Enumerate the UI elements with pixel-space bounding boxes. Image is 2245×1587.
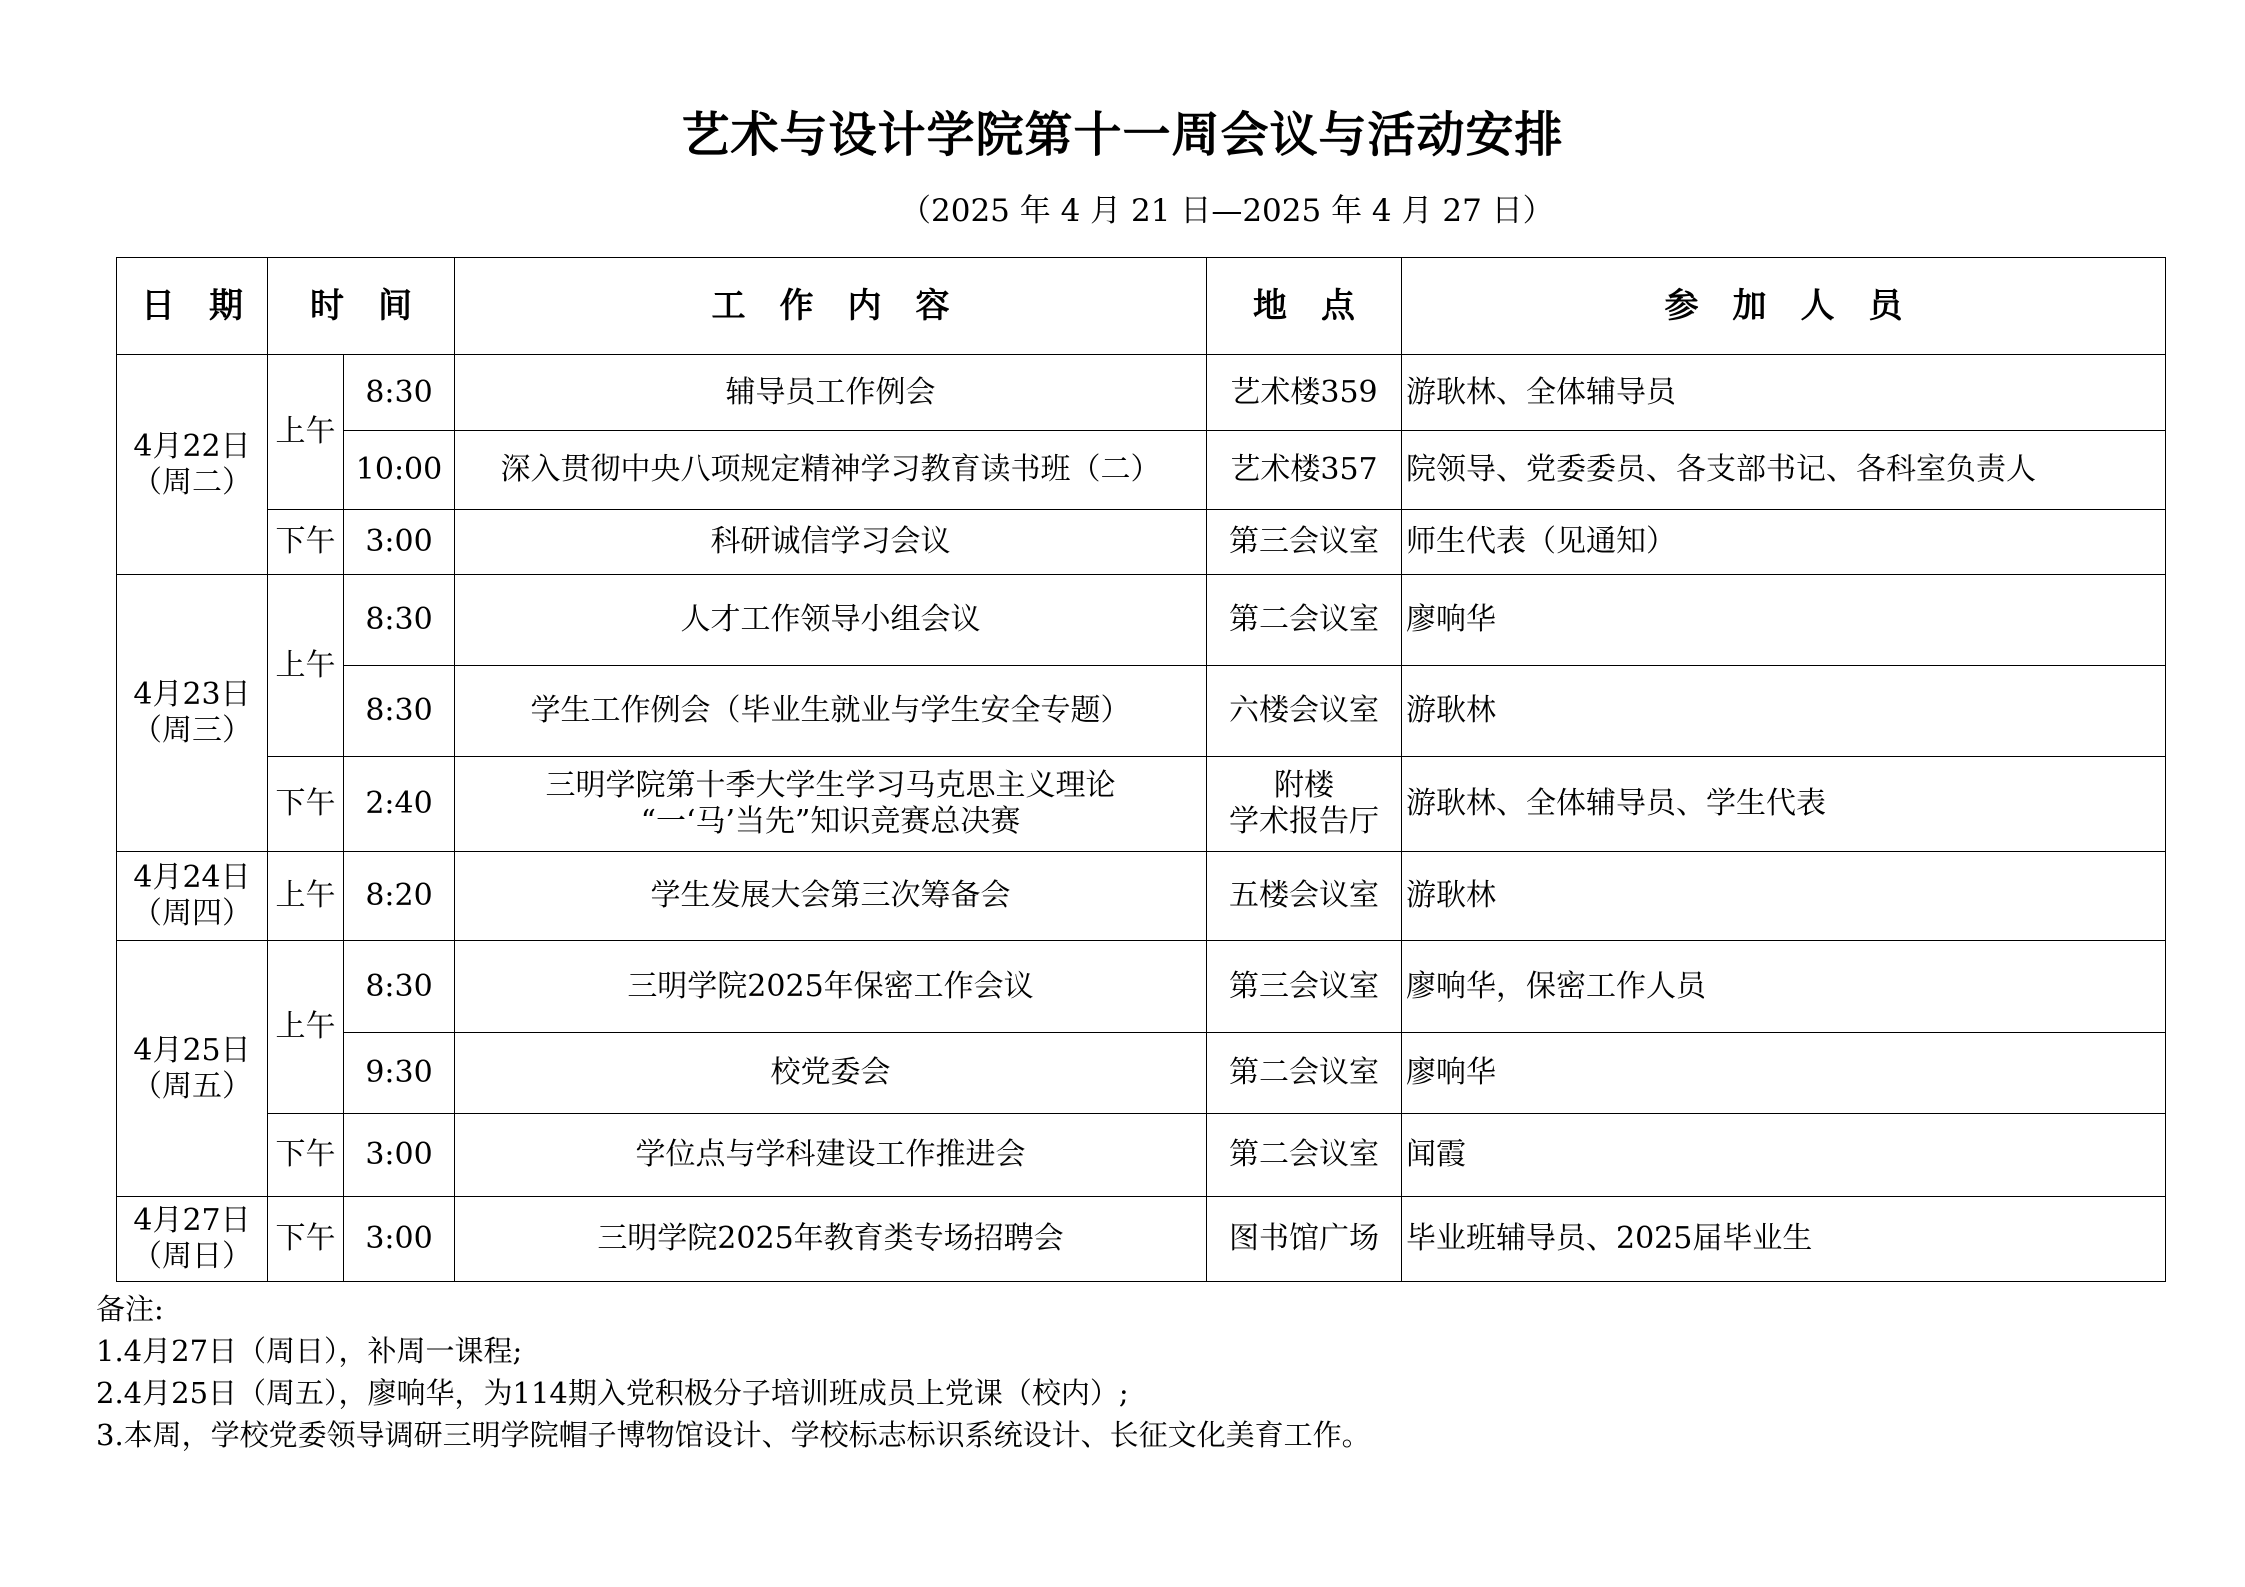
time-cell: 3:00 <box>344 1197 455 1282</box>
content-cell: 三明学院2025年教育类专场招聘会 <box>455 1197 1207 1282</box>
location-cell: 艺术楼359 <box>1207 355 1402 431</box>
content-cell: 辅导员工作例会 <box>455 355 1207 431</box>
date-cell: 4月23日 （周三） <box>117 575 268 852</box>
date-cell: 4月27日 （周日） <box>117 1197 268 1282</box>
header-content: 工 作 内 容 <box>455 258 1207 355</box>
note-item: 3.本周，学校党委领导调研三明学院帽子博物馆设计、学校标志标识系统设计、长征文化美育工作。 <box>96 1418 1371 1452</box>
note-item: 2.4月25日（周五），廖响华，为114期入党积极分子培训班成员上党课（校内）; <box>96 1376 1129 1410</box>
date-cell: 4月24日 （周四） <box>117 852 268 941</box>
table-row <box>117 431 2166 510</box>
time-cell: 8:30 <box>344 355 455 431</box>
location-cell: 第三会议室 <box>1207 510 1402 575</box>
content-cell: 科研诚信学习会议 <box>455 510 1207 575</box>
period-cell: 下午 <box>268 1114 344 1197</box>
content-cell: 三明学院第十季大学生学习马克思主义理论 “一‘马’当先”知识竞赛总决赛 <box>455 757 1207 852</box>
location-cell: 第二会议室 <box>1207 1033 1402 1114</box>
table-row <box>117 355 2166 431</box>
content-cell: 三明学院2025年保密工作会议 <box>455 941 1207 1033</box>
location-cell: 第三会议室 <box>1207 941 1402 1033</box>
table-row <box>117 1033 2166 1114</box>
participants-cell: 游耿林 <box>1402 666 2166 757</box>
participants-cell: 师生代表（见通知） <box>1402 510 2166 575</box>
time-cell: 3:00 <box>344 510 455 575</box>
participants-cell: 廖响华 <box>1402 1033 2166 1114</box>
participants-cell: 游耿林、全体辅导员、学生代表 <box>1402 757 2166 852</box>
location-cell: 第二会议室 <box>1207 575 1402 666</box>
page-title: 艺术与设计学院第十一周会议与活动安排 <box>681 107 1564 163</box>
period-cell: 上午 <box>268 575 344 757</box>
period-cell: 下午 <box>268 757 344 852</box>
table-row <box>117 666 2166 757</box>
content-cell: 学生发展大会第三次筹备会 <box>455 852 1207 941</box>
content-cell: 学生工作例会（毕业生就业与学生安全专题） <box>455 666 1207 757</box>
location-cell: 图书馆广场 <box>1207 1197 1402 1282</box>
time-cell: 8:20 <box>344 852 455 941</box>
note-item: 1.4月27日（周日），补周一课程; <box>96 1334 523 1368</box>
date-cell: 4月25日 （周五） <box>117 941 268 1197</box>
time-cell: 8:30 <box>344 941 455 1033</box>
location-cell: 第二会议室 <box>1207 1114 1402 1197</box>
schedule-table <box>116 257 2166 1282</box>
table-row <box>117 757 2166 852</box>
time-cell: 3:00 <box>344 1114 455 1197</box>
participants-cell: 游耿林、全体辅导员 <box>1402 355 2166 431</box>
header-participants: 参 加 人 员 <box>1402 258 2166 355</box>
location-cell: 附楼 学术报告厅 <box>1207 757 1402 852</box>
time-cell: 10:00 <box>344 431 455 510</box>
location-cell: 五楼会议室 <box>1207 852 1402 941</box>
participants-cell: 游耿林 <box>1402 852 2166 941</box>
content-cell: 深入贯彻中央八项规定精神学习教育读书班（二） <box>455 431 1207 510</box>
location-cell: 六楼会议室 <box>1207 666 1402 757</box>
content-cell: 校党委会 <box>455 1033 1207 1114</box>
location-cell: 艺术楼357 <box>1207 431 1402 510</box>
header-date: 日 期 <box>117 258 268 355</box>
period-cell: 上午 <box>268 852 344 941</box>
notes-section <box>96 1288 1371 1456</box>
table-row <box>117 1114 2166 1197</box>
header-row <box>117 258 2166 355</box>
time-cell: 8:30 <box>344 666 455 757</box>
header-time: 时 间 <box>268 258 455 355</box>
notes-heading: 备注: <box>96 1292 164 1326</box>
table-row <box>117 941 2166 1033</box>
table-row <box>117 852 2166 941</box>
period-cell: 下午 <box>268 1197 344 1282</box>
content-cell: 人才工作领导小组会议 <box>455 575 1207 666</box>
time-cell: 9:30 <box>344 1033 455 1114</box>
content-cell: 学位点与学科建设工作推进会 <box>455 1114 1207 1197</box>
table-row <box>117 510 2166 575</box>
table-row <box>117 575 2166 666</box>
participants-cell: 闻霞 <box>1402 1114 2166 1197</box>
period-cell: 上午 <box>268 355 344 510</box>
participants-cell: 毕业班辅导员、2025届毕业生 <box>1402 1197 2166 1282</box>
participants-cell: 院领导、党委委员、各支部书记、各科室负责人 <box>1402 431 2166 510</box>
date-range-subtitle: （2025 年 4 月 21 日—2025 年 4 月 27 日） <box>900 193 1554 229</box>
participants-cell: 廖响华 <box>1402 575 2166 666</box>
time-cell: 8:30 <box>344 575 455 666</box>
header-location: 地 点 <box>1207 258 1402 355</box>
period-cell: 下午 <box>268 510 344 575</box>
date-cell: 4月22日 （周二） <box>117 355 268 575</box>
participants-cell: 廖响华，保密工作人员 <box>1402 941 2166 1033</box>
period-cell: 上午 <box>268 941 344 1114</box>
time-cell: 2:40 <box>344 757 455 852</box>
table-row <box>117 1197 2166 1282</box>
